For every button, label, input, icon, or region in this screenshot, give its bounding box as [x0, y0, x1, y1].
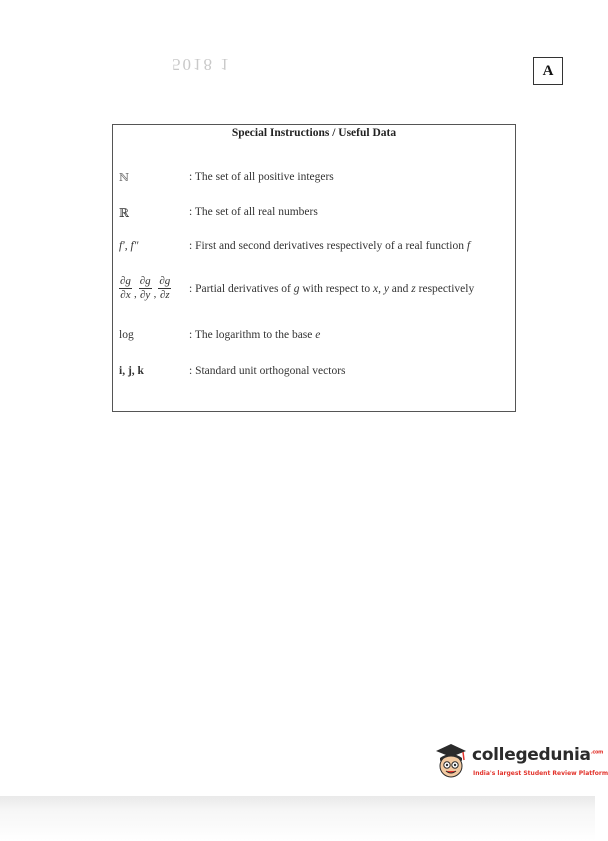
desc-reals: : The set of all real numbers [189, 206, 318, 218]
desc-derivatives [189, 240, 470, 252]
page-stamp: 5018 1 [172, 55, 231, 74]
desc-partials: : Partial derivatives of g with respect to x, y and z respectively [189, 283, 475, 295]
desc-derivatives-text: : First and second derivatives respectively of a real function [189, 240, 464, 252]
symbol-reals: ℝ [119, 206, 129, 220]
question-set-box [533, 57, 563, 85]
fraction-dg-dy: $\frac{\partial g}{\partial y}$ [139, 275, 151, 301]
symbol-vectors: i, j, k [119, 365, 144, 377]
student-mascot-icon [432, 742, 470, 782]
symbol-log: log [119, 329, 134, 341]
desc-vectors: : Standard unit orthogonal vectors [189, 365, 346, 377]
desc-naturals: : The set of all positive integers [189, 171, 334, 183]
page-bottom-shadow [0, 796, 595, 841]
desc-derivatives-var: f [466, 240, 471, 252]
collegedunia-logo [432, 742, 608, 782]
symbol-derivatives: f′, f″ [119, 240, 139, 252]
fraction-dg-dx: $\frac{\partial g}{\partial x}$ [120, 275, 131, 301]
instructions-panel [112, 124, 516, 412]
symbol-naturals: ℕ [119, 171, 130, 184]
logo-wordmark: collegedunia$^{.com}$ [472, 745, 604, 765]
desc-log: : The logarithm to the base e [189, 329, 321, 341]
fraction-dg-dz: $\frac{\partial g}{\partial z}$ [159, 275, 171, 301]
logo-tagline: India's largest Student Review Platform [473, 770, 608, 777]
question-set-label: A [542, 62, 554, 79]
panel-title: Special Instructions / Useful Data [231, 127, 397, 139]
symbol-partials: $\frac{\partial g}{\partial x}$ , $\frac{\partial g}{\partial y}$ , $\frac{\partial g}{\partial z}$ [120, 275, 171, 301]
